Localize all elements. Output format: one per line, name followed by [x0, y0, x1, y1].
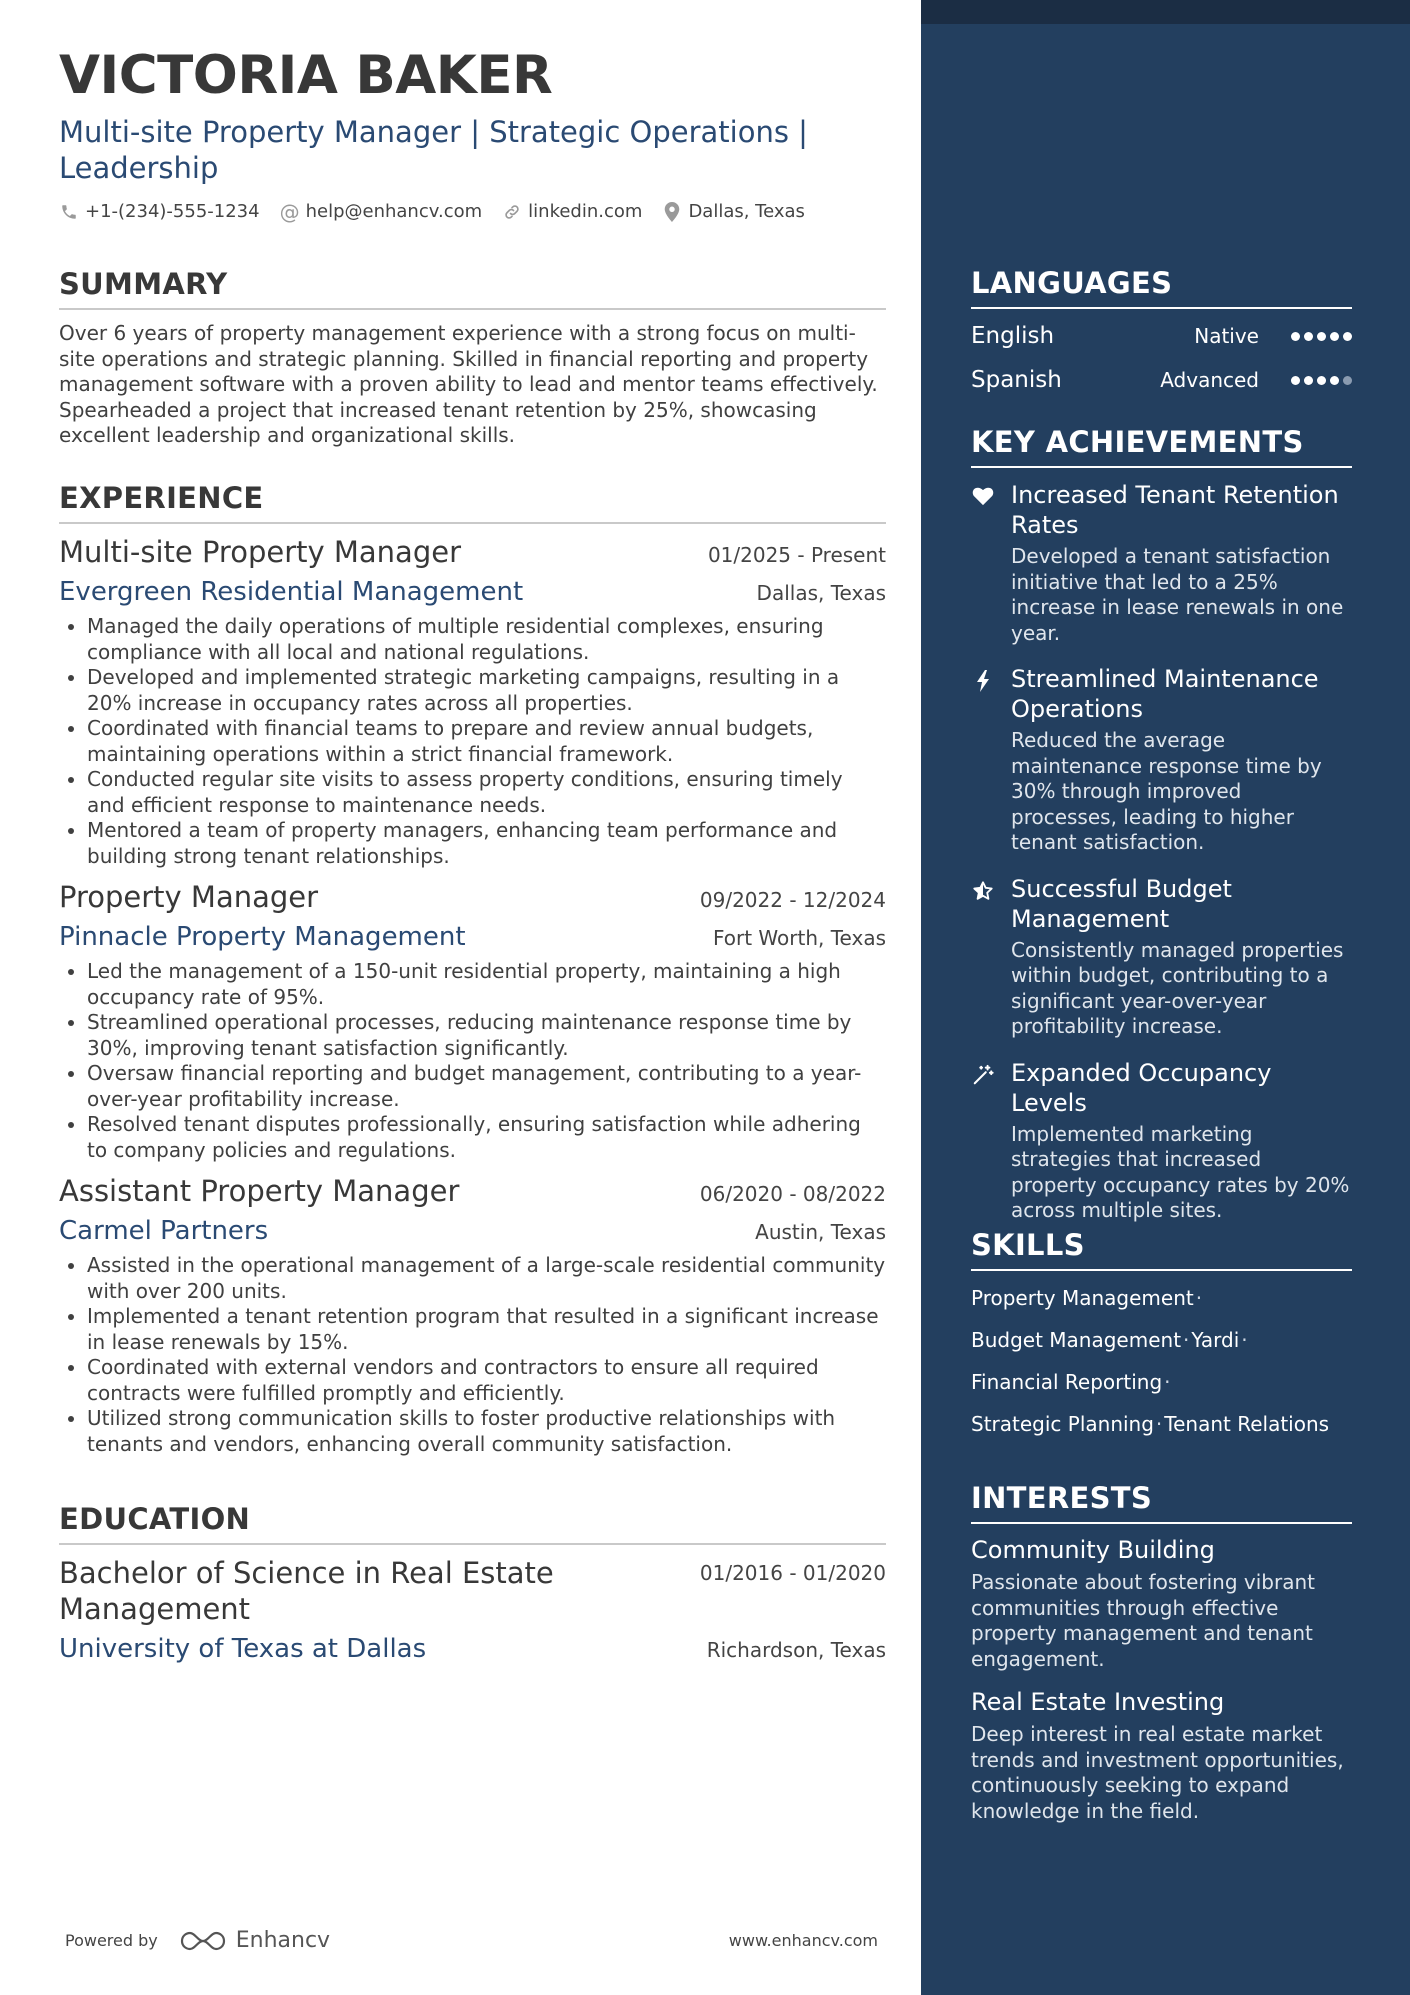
rating-dot [1317, 332, 1326, 341]
job-bullet: • Developed and implemented strategic marketing campaigns, resulting in a 20% increase in occupancy rates across all properties. [87, 665, 886, 716]
linkedin-text: linkedin.com [528, 201, 643, 222]
language-rating [1291, 376, 1352, 385]
footer-site-link[interactable]: www.enhancv.com [728, 1931, 878, 1950]
contact-bar [59, 200, 886, 224]
interests-title: INTERESTS [971, 1480, 1352, 1524]
location-text: Dallas, Texas [688, 201, 805, 222]
achievement-desc: Reduced the average maintenance response time by 30% through improved processes, leading to higher tenant satisfaction. [1011, 728, 1322, 854]
email-text: help@enhancv.com [305, 201, 483, 222]
job-bullet: • Coordinated with external vendors and contractors to ensure all required contracts were fulfilled promptly and efficiently. [87, 1355, 886, 1406]
achievement-title: Streamlined Maintenance Operations [1011, 665, 1319, 723]
achievement-desc: Consistently managed properties within budget, contributing to a significant year-over-year profitability increase. [1011, 937, 1344, 1038]
skill-tag: Yardi [1191, 1328, 1240, 1352]
languages-section [971, 265, 1352, 397]
enhancv-logo-text: Enhancv [235, 1928, 331, 1953]
job-location: Austin, Texas [755, 1220, 886, 1244]
powered-by [65, 1928, 330, 1953]
school-name: University of Texas at Dallas [59, 1634, 427, 1664]
sidebar-top-band [921, 0, 1410, 24]
job-location: Fort Worth, Texas [712, 926, 886, 950]
footer [65, 1928, 878, 1953]
rating-dot [1330, 376, 1339, 385]
enhancv-logo-mark [180, 1930, 226, 1952]
job-bullet: • Resolved tenant disputes professionally, ensuring satisfaction while adhering to company policies and regulations. [87, 1112, 886, 1163]
experience-title: EXPERIENCE [59, 480, 886, 524]
candidate-name: VICTORIA BAKER [59, 45, 553, 106]
skill-tag: Strategic Planning [971, 1412, 1154, 1436]
interest-desc: Deep interest in real estate market trends and investment opportunities, continuously seeking to expand knowledge in the field. [971, 1722, 1344, 1823]
location-pin-icon [662, 202, 682, 222]
job-bullet: • Mentored a team of property managers, enhancing team performance and building strong tenant relationships. [87, 818, 886, 869]
job-bullet: • Utilized strong communication skills to foster productive relationships with tenants and vendors, enhancing overall community satisfaction. [87, 1406, 886, 1457]
company-name: Carmel Partners [59, 1216, 269, 1246]
candidate-headline: Multi-site Property Manager | Strategic Operations | Leadership [59, 115, 808, 185]
rating-dot [1291, 376, 1300, 385]
language-row [971, 363, 1352, 397]
education-title: EDUCATION [59, 1501, 886, 1545]
job-dates: 09/2022 - 12/2024 [699, 888, 886, 912]
rating-dot [1343, 376, 1352, 385]
achievement-item [971, 664, 1352, 856]
job-bullet: • Streamlined operational processes, reducing maintenance response time by 30%, improving tenant satisfaction significantly. [87, 1010, 886, 1061]
magic-wand-icon [971, 1058, 995, 1224]
job-bullets [59, 959, 886, 1163]
skills-section [971, 1227, 1352, 1445]
powered-by-label: Powered by [65, 1931, 158, 1950]
language-level: Native [1194, 324, 1259, 348]
language-name: Spanish [971, 367, 1062, 393]
school-location: Richardson, Texas [706, 1638, 886, 1662]
skill-tag: Property Management [971, 1286, 1194, 1310]
phone-text: +1-(234)-555-1234 [85, 201, 260, 222]
job-location: Dallas, Texas [756, 581, 886, 605]
job-bullet: • Coordinated with financial teams to prepare and review annual budgets, maintaining operations within a strict financial framework. [87, 716, 886, 767]
summary-section [59, 266, 886, 449]
interests-section [971, 1480, 1352, 1824]
degree-title: Bachelor of Science in Real Estate Management [59, 1556, 554, 1626]
interest-title: Community Building [971, 1536, 1215, 1564]
achievement-title: Successful Budget Management [1011, 874, 1232, 933]
skill-separator: · [1155, 1412, 1163, 1436]
job-bullet: • Managed the daily operations of multiple residential complexes, ensuring compliance with all local and national regulations. [87, 614, 886, 665]
interest-item [971, 1686, 1352, 1824]
experience-entry [59, 1173, 886, 1457]
main-column [59, 44, 886, 1664]
job-bullets [59, 1253, 886, 1457]
achievement-desc: Developed a tenant satisfaction initiative that led to a 25% increase in lease renewals in one year. [1011, 544, 1344, 645]
job-bullet: • Assisted in the operational management of a large-scale residential community with over 200 units. [87, 1253, 886, 1304]
job-dates: 01/2025 - Present [707, 543, 886, 567]
skill-tag: Financial Reporting [971, 1370, 1163, 1394]
skill-tag: Tenant Relations [1164, 1412, 1330, 1436]
skill-separator: · [1183, 1328, 1190, 1352]
skills-list [971, 1277, 1352, 1445]
interest-title: Real Estate Investing [971, 1688, 1225, 1716]
contact-phone[interactable] [59, 200, 260, 224]
language-name: English [971, 323, 1055, 349]
achievements-title: KEY ACHIEVEMENTS [971, 424, 1352, 468]
bolt-icon [971, 664, 995, 856]
experience-entry [59, 534, 886, 869]
job-bullet: • Implemented a tenant retention program that resulted in a significant increase in lease renewals by 15%. [87, 1304, 886, 1355]
language-level: Advanced [1160, 368, 1259, 392]
achievement-item [971, 874, 1352, 1040]
heart-icon [971, 480, 995, 646]
job-dates: 06/2020 - 08/2022 [699, 1182, 886, 1206]
achievements-section [971, 424, 1352, 1224]
skill-separator: · [1241, 1328, 1248, 1352]
rating-dot [1343, 332, 1352, 341]
achievement-title: Increased Tenant Retention Rates [1011, 481, 1339, 539]
sidebar [921, 0, 1410, 1995]
achievement-item [971, 480, 1352, 646]
job-title: Multi-site Property Manager [59, 535, 461, 569]
job-bullet: • Conducted regular site visits to assess property conditions, ensuring timely and efficient response to maintenance needs. [87, 767, 886, 818]
job-bullets [59, 614, 886, 869]
enhancv-logo[interactable] [180, 1928, 330, 1953]
interest-desc: Passionate about fostering vibrant communities through effective property management and tenant engagement. [971, 1570, 1315, 1671]
skills-title: SKILLS [971, 1227, 1352, 1271]
interest-item [971, 1534, 1352, 1672]
education-section [59, 1501, 886, 1665]
achievement-item [971, 1058, 1352, 1224]
rating-dot [1304, 376, 1313, 385]
company-name: Pinnacle Property Management [59, 922, 466, 952]
link-icon [502, 202, 522, 222]
job-title: Property Manager [59, 880, 319, 914]
experience-section [59, 480, 886, 1457]
education-dates: 01/2016 - 01/2020 [699, 1561, 886, 1585]
contact-email[interactable] [280, 200, 483, 224]
skill-tag: Budget Management [971, 1328, 1182, 1352]
achievement-desc: Implemented marketing strategies that increased property occupancy rates by 20% across multiple sites. [1011, 1121, 1350, 1222]
job-title: Assistant Property Manager [59, 1174, 460, 1208]
rating-dot [1317, 376, 1326, 385]
rating-dot [1304, 332, 1313, 341]
star-icon [971, 874, 995, 1040]
achievement-title: Expanded Occupancy Levels [1011, 1058, 1272, 1117]
company-name: Evergreen Residential Management [59, 577, 524, 607]
skill-separator: · [1164, 1370, 1171, 1394]
language-rating [1291, 332, 1352, 341]
phone-icon [59, 202, 79, 222]
languages-title: LANGUAGES [971, 265, 1352, 309]
job-bullet: • Led the management of a 150-unit residential property, maintaining a high occupancy rate of 95%. [87, 959, 886, 1010]
contact-location [662, 200, 805, 224]
skill-separator: · [1195, 1286, 1203, 1310]
summary-title: SUMMARY [59, 266, 886, 310]
rating-dot [1291, 332, 1300, 341]
job-bullet: • Oversaw financial reporting and budget management, contributing to a year-over-year profitability increase. [87, 1061, 886, 1112]
summary-text: Over 6 years of property management experience with a strong focus on multi-site operations and strategic planning. Skilled in financial reporting and property management software with a proven ability to lead and mentor teams effectively. Spearheaded a project that increased tenant retention by 25%, showcasing excellent leadership and organizational skills. [59, 321, 878, 447]
language-row [971, 319, 1352, 353]
at-icon: @ [279, 200, 300, 224]
contact-linkedin[interactable] [502, 200, 642, 224]
experience-entry [59, 879, 886, 1163]
rating-dot [1330, 332, 1339, 341]
